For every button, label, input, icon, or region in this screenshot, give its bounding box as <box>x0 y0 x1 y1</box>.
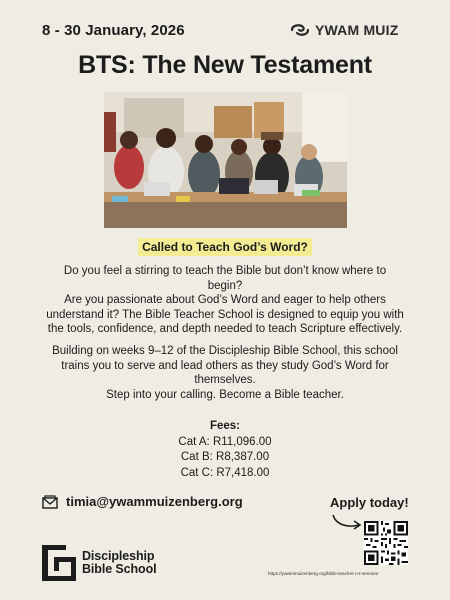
details-paragraph <box>26 344 424 402</box>
paragraph-line: Building on weeks 9–12 of the Discipleship Bible School, this school <box>52 345 398 357</box>
email-address[interactable]: timia@ywammuizenberg.org <box>66 494 243 509</box>
paragraph-line: trains you to serve and lead others as they study God’s Word for <box>61 359 389 372</box>
logo-line: Discipleship <box>82 549 155 563</box>
curved-arrow-icon <box>330 512 364 532</box>
fees-title: Fees: <box>209 420 241 432</box>
paragraph-line: the tools, confidence, and depth needed to teach Scripture effectively. <box>47 323 403 336</box>
paragraph-line: Step into your calling. Become a Bible teacher. <box>106 388 344 401</box>
paragraph-line: understand it? The Bible Teacher School is designed to equip you with <box>46 308 404 321</box>
brand-name: YWAM MUIZ <box>315 22 399 38</box>
logo-line: Bible School <box>82 562 157 576</box>
tagline: Called to Teach God’s Word? <box>138 238 312 256</box>
fee-item: Cat A: R11,096.00 <box>178 435 272 448</box>
ywam-swirl-icon <box>290 23 310 37</box>
apply-url[interactable]: https://ywammuizenberg.org/bible-teacher-n-t-seminar <box>268 571 379 576</box>
apply-heading: Apply today! <box>330 495 409 510</box>
fee-item: Cat C: R7,418.00 <box>180 466 270 479</box>
mail-icon <box>42 495 58 509</box>
dbs-logo <box>42 545 157 581</box>
paragraph-line: Are you passionate about God’s Word and eager to help others <box>64 294 386 307</box>
fees-section <box>0 419 450 481</box>
paragraph-line: begin? <box>207 279 243 292</box>
ywam-logo <box>290 22 398 38</box>
intro-paragraph <box>26 264 424 337</box>
paragraph-line: Do you feel a stirring to teach the Bible but don’t know where to <box>63 265 387 277</box>
paragraph-line: themselves. <box>194 374 256 387</box>
classroom-photo <box>104 92 347 228</box>
qr-code[interactable] <box>364 521 408 565</box>
contact-email[interactable] <box>42 494 243 509</box>
event-dates: 8 - 30 January, 2026 <box>42 22 185 39</box>
dbs-logo-text <box>82 550 157 576</box>
fee-item: Cat B: R8,387.00 <box>180 451 270 464</box>
page-title: BTS: The New Testament <box>78 51 372 79</box>
tagline-container <box>0 238 450 256</box>
dbs-logo-icon <box>42 545 76 581</box>
